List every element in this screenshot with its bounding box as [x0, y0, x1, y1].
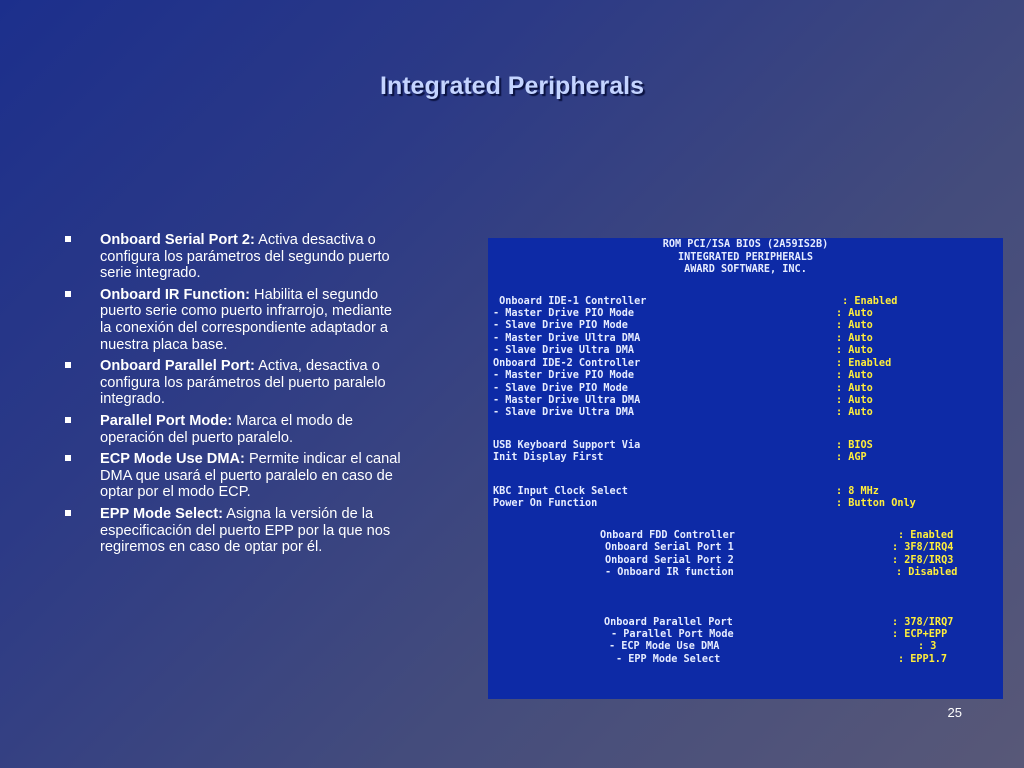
bullet-item — [62, 451, 407, 501]
bios-setting-value: : ECP+EPP — [892, 629, 948, 640]
bios-setting-value: : AGP — [836, 452, 867, 463]
square-bullet-icon — [65, 417, 71, 423]
square-bullet-icon — [65, 455, 71, 461]
bios-setting-value: : Enabled — [836, 296, 898, 307]
bullet-text: Marca el modo de operación del puerto paralelo. — [100, 412, 354, 446]
bullet-term: Onboard Serial Port 2: — [100, 232, 255, 248]
bios-setting-value: : Auto — [836, 320, 873, 331]
bullet-list — [62, 232, 407, 561]
bios-setting-value: : Button Only — [836, 498, 916, 509]
bullet-item — [62, 358, 407, 408]
bios-setting-label: - Slave Drive Ultra DMA — [493, 407, 635, 418]
bullet-text: Asigna la versión de la especificación del puerto EPP por la que nos regiremos en caso de optar por él. — [100, 505, 391, 556]
bullet-term: Onboard Parallel Port: — [100, 358, 255, 375]
bios-setting-value: : Auto — [836, 370, 873, 381]
page-number: 25 — [947, 705, 962, 720]
bios-screenshot — [488, 238, 1003, 699]
bios-setting-label: Onboard IDE-1 Controller — [493, 296, 647, 307]
bios-setting-label: - Master Drive Ultra DMA — [493, 333, 641, 344]
bullet-term: EPP Mode Select: — [100, 505, 224, 522]
bios-setting-label: - Master Drive PIO Mode — [493, 308, 635, 319]
square-bullet-icon — [65, 236, 71, 242]
bios-setting-value: : Enabled — [898, 530, 954, 541]
bios-setting-label: - ECP Mode Use DMA — [609, 641, 720, 652]
bios-setting-label: KBC Input Clock Select — [493, 486, 628, 497]
bullet-text: Habilita el segundo puerto serie como puerto infrarrojo, mediante la conexión del correspondiente adaptador a nuestra placa base. — [100, 286, 393, 353]
bullet-item — [62, 232, 407, 282]
bios-setting-label: Onboard Parallel Port — [604, 617, 733, 628]
bios-setting-value: : Auto — [836, 395, 873, 406]
bios-setting-value: : 378/IRQ7 — [892, 617, 954, 628]
bios-setting-label: - Slave Drive PIO Mode — [493, 383, 628, 394]
bios-header-line: INTEGRATED PERIPHERALS — [678, 252, 813, 263]
bullet-text: Permite indicar el canal DMA que usará el puerto paralelo en caso de optar por el modo ECP. — [100, 451, 401, 501]
bios-setting-value: : Disabled — [896, 567, 958, 578]
slide-title: Integrated Peripherals — [380, 72, 644, 100]
bullet-term: Parallel Port Mode: — [100, 412, 233, 429]
bullet-item — [62, 506, 407, 556]
bios-setting-label: USB Keyboard Support Via — [493, 440, 641, 451]
bios-header-line: ROM PCI/ISA BIOS (2A59IS2B) — [662, 239, 829, 250]
bios-setting-label: - Slave Drive Ultra DMA — [493, 345, 635, 356]
bios-setting-value: : 8 MHz — [836, 486, 879, 497]
bios-setting-label: - Master Drive Ultra DMA — [493, 395, 641, 406]
bios-setting-value: : Auto — [836, 383, 873, 394]
bios-setting-label: Onboard FDD Controller — [600, 530, 735, 541]
bullet-term: ECP Mode Use DMA: — [100, 451, 245, 468]
bios-setting-label: Onboard Serial Port 2 — [605, 555, 734, 566]
bios-setting-label: Init Display First — [493, 452, 604, 463]
bullet-term: Onboard IR Function: — [100, 286, 250, 303]
bios-setting-label: Power On Function — [493, 498, 598, 509]
bios-setting-value: : Auto — [836, 345, 873, 356]
bios-setting-label: - Master Drive PIO Mode — [493, 370, 635, 381]
bios-setting-label: - Onboard IR function — [605, 567, 734, 578]
bullet-item — [62, 413, 407, 446]
bios-setting-value: : Auto — [836, 407, 873, 418]
bios-header-line: AWARD SOFTWARE, INC. — [684, 264, 807, 275]
bios-setting-label: - EPP Mode Select — [616, 654, 721, 665]
bios-setting-value: : EPP1.7 — [898, 654, 948, 665]
bios-setting-label: - Parallel Port Mode — [611, 629, 734, 640]
bios-setting-value: : 3 — [918, 641, 937, 652]
bios-setting-value: : Auto — [836, 308, 873, 319]
bios-setting-label: - Slave Drive PIO Mode — [493, 320, 628, 331]
bullet-text: Activa, desactiva o configura los parámetros del puerto paralelo integrado. — [100, 358, 386, 408]
bios-setting-value: : Enabled — [836, 358, 892, 369]
square-bullet-icon — [65, 291, 71, 297]
square-bullet-icon — [65, 510, 71, 516]
bullet-item — [62, 287, 407, 353]
bios-setting-label: Onboard IDE-2 Controller — [493, 358, 641, 369]
square-bullet-icon — [65, 362, 71, 368]
bios-setting-value: : 2F8/IRQ3 — [892, 555, 954, 566]
bullet-text: Activa desactiva o configura los parámetros del segundo puerto serie integrado. — [100, 232, 390, 282]
bios-setting-value: : 3F8/IRQ4 — [892, 542, 954, 553]
bios-setting-label: Onboard Serial Port 1 — [605, 542, 734, 553]
bios-setting-value: : BIOS — [836, 440, 873, 451]
bios-setting-value: : Auto — [836, 333, 873, 344]
